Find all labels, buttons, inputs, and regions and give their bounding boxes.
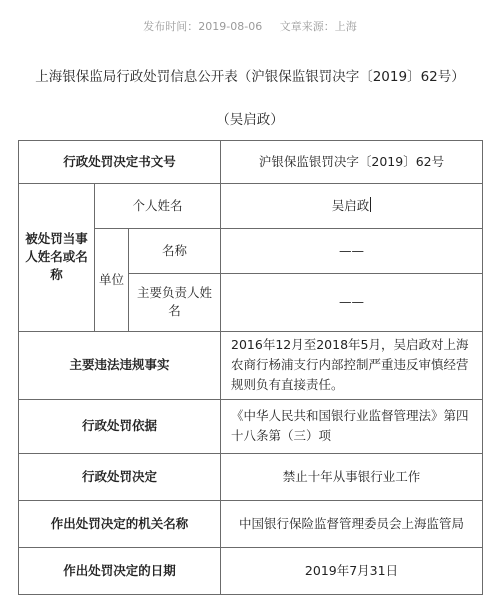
- table-row: [19, 453, 483, 500]
- authority-label: 作出处罚决定的机关名称: [19, 500, 221, 547]
- table-row: [19, 331, 483, 400]
- article-meta: [0, 18, 500, 34]
- facts-value: 2016年12月至2018年5月，吴启政对上海农商行杨浦支行内部控制严重违反审慎经营规则负有直接责任。: [221, 331, 483, 400]
- individual-label: 个人姓名: [95, 184, 221, 229]
- individual-value: 吴启政: [331, 198, 370, 214]
- decision-value: 禁止十年从事银行业工作: [221, 453, 483, 500]
- unit-head-value: ——: [221, 274, 483, 331]
- unit-head-label: 主要负责人姓名: [129, 274, 221, 331]
- doc-no-label: 行政处罚决定书文号: [19, 141, 221, 184]
- penalty-info-table: [18, 140, 483, 595]
- page-subtitle: （吴启政）: [216, 112, 284, 128]
- unit-name-value: ——: [221, 229, 483, 274]
- doc-no-value: 沪银保监银罚决字〔2019〕62号: [221, 141, 483, 184]
- party-label: 被处罚当事人姓名或名称: [19, 184, 95, 332]
- unit-name-label: 名称: [129, 229, 221, 274]
- table-row: [19, 500, 483, 547]
- publish-time: 发布时间：2019-08-06: [143, 20, 263, 33]
- authority-value: 中国银行保险监督管理委员会上海监管局: [221, 500, 483, 547]
- article-source: 文章来源：上海: [279, 20, 357, 33]
- date-label: 作出处罚决定的日期: [19, 547, 221, 594]
- table-row: [19, 141, 483, 184]
- text-cursor: [370, 197, 371, 212]
- unit-label: 单位: [95, 229, 129, 331]
- page-title: 上海银保监局行政处罚信息公开表（沪银保监银罚决字〔2019〕62号）: [35, 69, 465, 85]
- table-row: [19, 547, 483, 594]
- individual-value-cell: [221, 184, 483, 229]
- table-row: [19, 184, 483, 229]
- decision-label: 行政处罚决定: [19, 453, 221, 500]
- date-value: 2019年7月31日: [221, 547, 483, 594]
- basis-label: 行政处罚依据: [19, 400, 221, 453]
- facts-label: 主要违法违规事实: [19, 331, 221, 400]
- table-row: [19, 400, 483, 453]
- basis-value: 《中华人民共和国银行业监督管理法》第四十八条第（三）项: [221, 400, 483, 453]
